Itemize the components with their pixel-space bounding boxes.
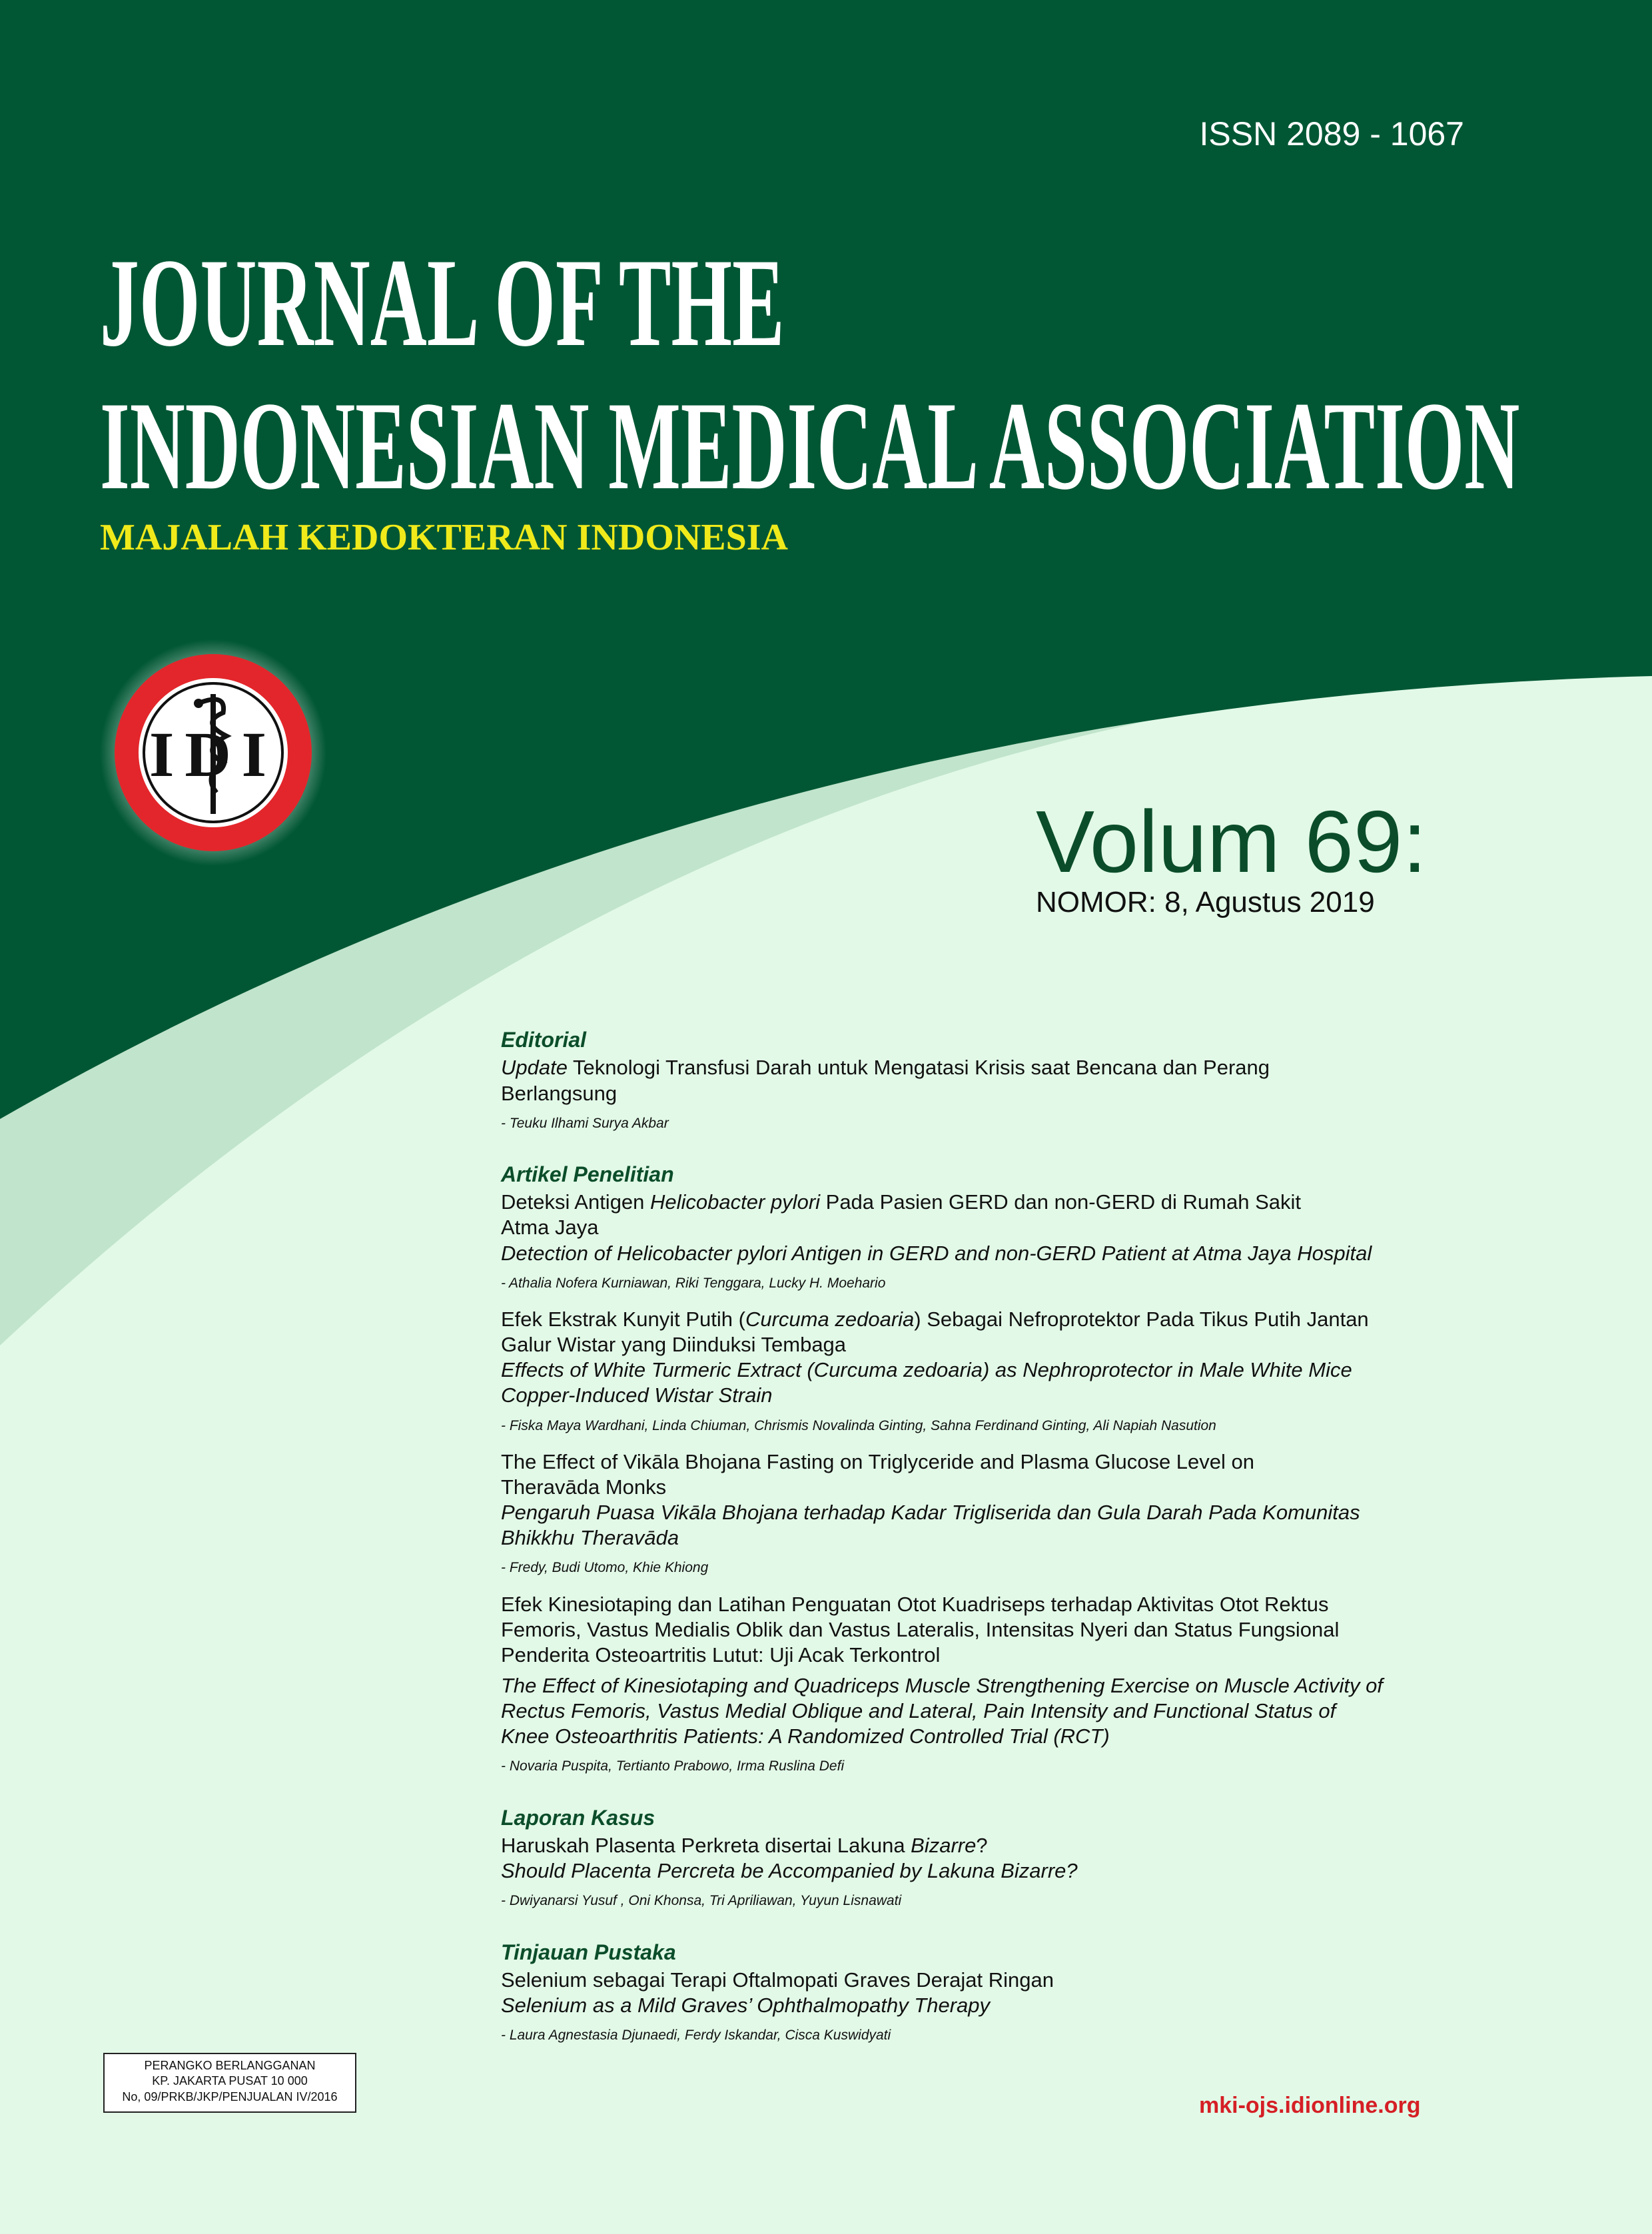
article-title-line-2: Atma Jaya: [501, 1216, 599, 1240]
title-italic-part: Bizarre: [911, 1834, 977, 1858]
article-authors: - Fiska Maya Wardhani, Linda Chiuman, Chrismis Novalinda Ginting, Sahna Ferdinand Ginting, Ali Napiah Nasution: [501, 1417, 1216, 1433]
article-title: [501, 1307, 1467, 1332]
title-italic-part: Curcuma zedoaria: [745, 1307, 915, 1331]
article-english-title: Should Placenta Percreta be Accompanied by Lakuna Bizarre?: [501, 1859, 1078, 1883]
issue-number: NOMOR: 8, Agustus 2019: [1036, 886, 1375, 919]
title-italic-part: Update: [501, 1056, 568, 1080]
postage-line-1: PERANGKO BERLANGGANAN: [144, 2059, 316, 2072]
article-english-title-line-3: Knee Osteoarthritis Patients: A Randomized Controlled Trial (RCT): [501, 1724, 1110, 1748]
article-title-line-3: Penderita Osteoartritis Lutut: Uji Acak Terkontrol: [501, 1643, 941, 1667]
article-english-title-line-2: Bhikkhu Theravāda: [501, 1526, 679, 1550]
title-part: Pada Pasien GERD dan non-GERD di Rumah Sakit: [820, 1190, 1301, 1214]
article-title: Selenium sebagai Terapi Oftalmopati Graves Derajat Ringan: [501, 1968, 1054, 1992]
issn-number: ISSN 2089 - 1067: [1199, 115, 1464, 153]
title-part: Efek Ekstrak Kunyit Putih (: [501, 1307, 745, 1331]
article-english-title: Detection of Helicobacter pylori Antigen in GERD and non-GERD Patient at Atma Jaya Hospital: [501, 1241, 1372, 1265]
article-english-title: Pengaruh Puasa Vikāla Bhojana terhadap Kadar Trigliserida dan Gula Darah Pada Komunitas: [501, 1501, 1360, 1525]
title-rest: Teknologi Transfusi Darah untuk Mengatasi Krisis saat Bencana dan Perang: [567, 1056, 1270, 1080]
article-entry: [501, 1968, 1467, 2045]
article-title: [501, 1190, 1467, 1215]
article-title-line-2: Theravāda Monks: [501, 1475, 667, 1499]
article-title-line-2: Berlangsung: [501, 1081, 618, 1105]
section-heading: Laporan Kasus: [501, 1805, 655, 1830]
journal-title-line-2: INDONESIAN MEDICAL ASSOCIATION: [100, 376, 1520, 516]
article-entry: [501, 1449, 1467, 1577]
title-part: ?: [976, 1834, 988, 1858]
article-title: The Effect of Vikāla Bhojana Fasting on Triglyceride and Plasma Glucose Level on: [501, 1449, 1255, 1473]
title-italic-part: Helicobacter pylori: [650, 1190, 821, 1214]
article-title: [501, 1055, 1467, 1080]
volume-label: Volum 69:: [1036, 793, 1428, 891]
table-of-contents: [501, 1027, 1467, 2074]
article-entry: [501, 1307, 1467, 1435]
title-part: ) Sebagai Nefroprotektor Pada Tikus Putih Jantan: [914, 1307, 1369, 1331]
article-title-line-2: Femoris, Vastus Medialis Oblik dan Vastus Lateralis, Intensitas Nyeri dan Status Fungsional: [501, 1617, 1340, 1641]
postage-line-3: No, 09/PRKB/JKP/PENJUALAN IV/2016: [122, 2089, 338, 2103]
article-entry: [501, 1190, 1467, 1292]
section-heading: Artikel Penelitian: [501, 1162, 674, 1186]
article-english-title: Effects of White Turmeric Extract (Curcuma zedoaria) as Nephroprotector in Male White Mice: [501, 1358, 1352, 1382]
journal-subtitle: MAJALAH KEDOKTERAN INDONESIA: [100, 517, 788, 558]
title-part: Haruskah Plasenta Perkreta disertai Lakuna: [501, 1834, 911, 1858]
article-english-title: The Effect of Kinesiotaping and Quadriceps Muscle Strengthening Exercise on Muscle Activity of: [501, 1673, 1383, 1697]
article-title: [501, 1833, 1467, 1858]
article-authors: - Novaria Puspita, Tertianto Prabowo, Irma Ruslina Defi: [501, 1758, 845, 1774]
article-authors: - Laura Agnestasia Djunaedi, Ferdy Iskandar, Cisca Kuswidyati: [501, 2028, 891, 2044]
article-english-title-line-2: Copper-Induced Wistar Strain: [501, 1383, 773, 1407]
title-part: Deteksi Antigen: [501, 1190, 651, 1214]
article-title-line-2: Galur Wistar yang Diinduksi Tembaga: [501, 1333, 847, 1357]
postage-box: [103, 2053, 356, 2113]
article-authors: - Dwiyanarsi Yusuf , Oni Khonsa, Tri Apriliawan, Yuyun Lisnawati: [501, 1893, 902, 1909]
article-authors: - Athalia Nofera Kurniawan, Riki Tenggara, Lucky H. Moehario: [501, 1275, 886, 1291]
article-english-title: Selenium as a Mild Graves’ Ophthalmopathy Therapy: [501, 1994, 991, 2018]
website-link[interactable]: mki-ojs.idionline.org: [1199, 2093, 1421, 2118]
idi-logo: [100, 639, 326, 866]
article-english-title-line-2: Rectus Femoris, Vastus Medial Oblique and Lateral, Pain Intensity and Functional Status of: [501, 1699, 1336, 1723]
section-heading: Tinjauan Pustaka: [501, 1940, 676, 1964]
section-editorial: [501, 1027, 1467, 1132]
section-heading: Editorial: [501, 1028, 587, 1052]
article-entry: [501, 1055, 1467, 1132]
journal-title-line-1: JOURNAL OF THE: [100, 233, 785, 373]
article-entry: [501, 1592, 1467, 1776]
postage-line-2: KP. JAKARTA PUSAT 10 000: [152, 2074, 308, 2088]
section-research: [501, 1162, 1467, 1776]
article-title: Efek Kinesiotaping dan Latihan Penguatan Otot Kuadriseps terhadap Aktivitas Otot Rektus: [501, 1592, 1329, 1616]
article-entry: [501, 1833, 1467, 1910]
section-review: [501, 1940, 1467, 2045]
logo-text: IDI: [149, 719, 278, 790]
section-case-report: [501, 1805, 1467, 1910]
article-authors: - Teuku Ilhami Surya Akbar: [501, 1115, 669, 1131]
article-authors: - Fredy, Budi Utomo, Khie Khiong: [501, 1560, 709, 1576]
